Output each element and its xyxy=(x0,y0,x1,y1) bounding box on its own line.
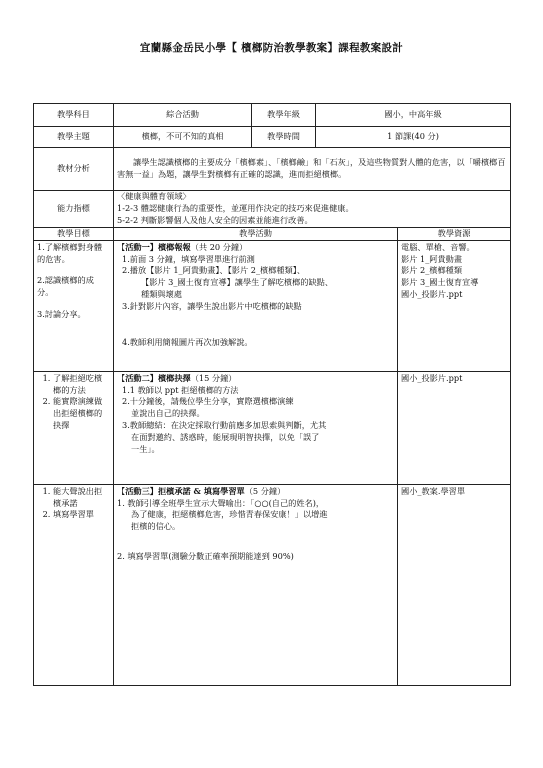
activity2-content xyxy=(114,371,398,484)
activity-step: 【影片 3_國土復育宣導】讓學生了解吃檳榔的缺點、 xyxy=(141,277,334,288)
ability-domain: 〈健康與體育領域〉 xyxy=(117,191,191,201)
ability-indicator: 5-2-2 判斷影響個人及他人安全的因素並能進行改善。 xyxy=(117,214,313,225)
activity-step: 1.前面 3 分鐘，填寫學習單進行前測 xyxy=(122,253,255,264)
time-value: 1 節課(40 分) xyxy=(316,127,511,148)
goal-item: 1. 能大聲說出拒檳承諾 xyxy=(53,486,110,510)
activity-step: 並說出自己的抉擇。 xyxy=(131,408,205,419)
activity1-resources xyxy=(398,240,511,371)
resource-item: 國小_投影片.ppt xyxy=(401,289,463,300)
ability-row xyxy=(34,191,511,228)
analysis-label: 教材分析 xyxy=(34,148,114,191)
theme-row xyxy=(34,127,511,148)
activity1-row xyxy=(34,240,511,371)
activity1-title: 【活動一】檳榔報報（共 20 分鐘） xyxy=(117,241,248,252)
activity-step: 3.針對影片內容，讓學生說出影片中吃檳榔的缺點 xyxy=(122,301,302,312)
subject-label: 教學科目 xyxy=(34,104,114,127)
activity-step: 1.1 教師以 ppt 拒絕檳榔的方法 xyxy=(122,384,239,395)
column-header-row xyxy=(34,227,511,240)
theme-value: 檳榔，不可不知的真相 xyxy=(114,127,252,148)
goal-item: 2.認識檳榔的成分。 xyxy=(37,275,94,298)
activity-step: 2.十分鐘後，請幾位學生分享，實際選檳榔演練 xyxy=(122,396,294,407)
activity-step: 2.播放【影片 1_阿貴動畫】、【影片 2_檳榔種類】、 xyxy=(122,265,306,276)
activity-step: 2. 填寫學習單(測驗分數正確率預期能達到 90%) xyxy=(117,551,294,562)
resource-item: 影片 3_國土復育宣導 xyxy=(401,277,479,288)
activity1-content xyxy=(114,240,398,371)
time-label: 教學時間 xyxy=(252,127,316,148)
ability-cell xyxy=(114,191,511,228)
lesson-plan-table xyxy=(33,103,511,686)
resource-item: 國小_投影片.ppt xyxy=(401,372,463,383)
activity3-content xyxy=(114,484,398,685)
goal-item: 1. 了解拒絕吃檳榔的方法 xyxy=(53,373,110,397)
resource-item: 電腦、單槍、音響。 xyxy=(401,241,475,252)
goal-item: 3.討論分享。 xyxy=(37,309,86,320)
goal-item: 1.了解檳榔對身體的危害。 xyxy=(37,241,103,264)
activity3-row xyxy=(34,484,511,685)
goals-header: 教學目標 xyxy=(34,227,114,240)
ability-indicator: 1-2-3 體認健康行為的重要性，並運用作決定的技巧來促進健康。 xyxy=(117,202,354,213)
resource-item: 國小_教案.學習單 xyxy=(401,485,466,496)
activity-step: 3.教師總結：在決定採取行動前應多加思索與判斷，尤其 xyxy=(122,420,327,431)
activity-step: 在面對邀約、誘惑時，能展現明智抉擇，以免「誤了 xyxy=(131,432,320,443)
analysis-row xyxy=(34,148,511,191)
page-title: 宜蘭縣金岳民小學【 檳榔防治教學教案】課程教案設計 xyxy=(139,42,404,54)
activity2-goals xyxy=(34,371,114,484)
activities-header: 教學活動 xyxy=(114,227,398,240)
activity-step: 1. 教師引導全班學生宣示大聲喻出：「○○(自己的姓名)， xyxy=(117,497,325,508)
resource-item: 影片 2_檳榔種類 xyxy=(401,265,463,276)
activity3-title: 【活動三】拒檳承諾 & 填寫學習單（5 分鐘） xyxy=(117,485,286,496)
subject-value: 綜合活動 xyxy=(114,104,252,127)
theme-label: 教學主題 xyxy=(34,127,114,148)
activity2-resources xyxy=(398,371,511,484)
grade-label: 教學年級 xyxy=(252,104,316,127)
activity-step: 拒檳的信心。 xyxy=(131,521,181,532)
goal-item: 2. 填寫學習單 xyxy=(53,509,110,521)
activity-step: 一生」。 xyxy=(131,444,160,455)
resource-item: 影片 1_阿貴動畫 xyxy=(401,253,463,264)
activity2-row xyxy=(34,371,511,484)
activity1-goals xyxy=(34,240,114,371)
activity3-goals xyxy=(34,484,114,685)
activity2-title: 【活動二】檳榔抉擇（15 分鐘） xyxy=(117,372,237,383)
grade-value: 國小，中高年級 xyxy=(316,104,511,127)
activity-step: 4.教師利用簡報圖片再次加強解說。 xyxy=(122,337,253,348)
subject-row xyxy=(34,104,511,127)
ability-label: 能力指標 xyxy=(34,191,114,228)
activity3-resources xyxy=(398,484,511,685)
goal-item: 2. 能實際演練做出拒絕檳榔的抉擇 xyxy=(53,396,110,432)
activity-step: 為了健康，拒絕檳榔危害，珍惜青春保安康！」以增進 xyxy=(131,509,328,520)
resources-header: 教學資源 xyxy=(398,227,511,240)
activity-step: 種類與壞處 xyxy=(141,289,182,300)
analysis-text: 讓學生認識檳榔的主要成分「檳榔素」、「檳榔鹼」和「石灰」，及這些物質對人體的危害，以「嚼檳榔百害無一益」為題，讓學生對檳榔有正確的認識，進而拒絕檳榔。 xyxy=(114,148,511,191)
